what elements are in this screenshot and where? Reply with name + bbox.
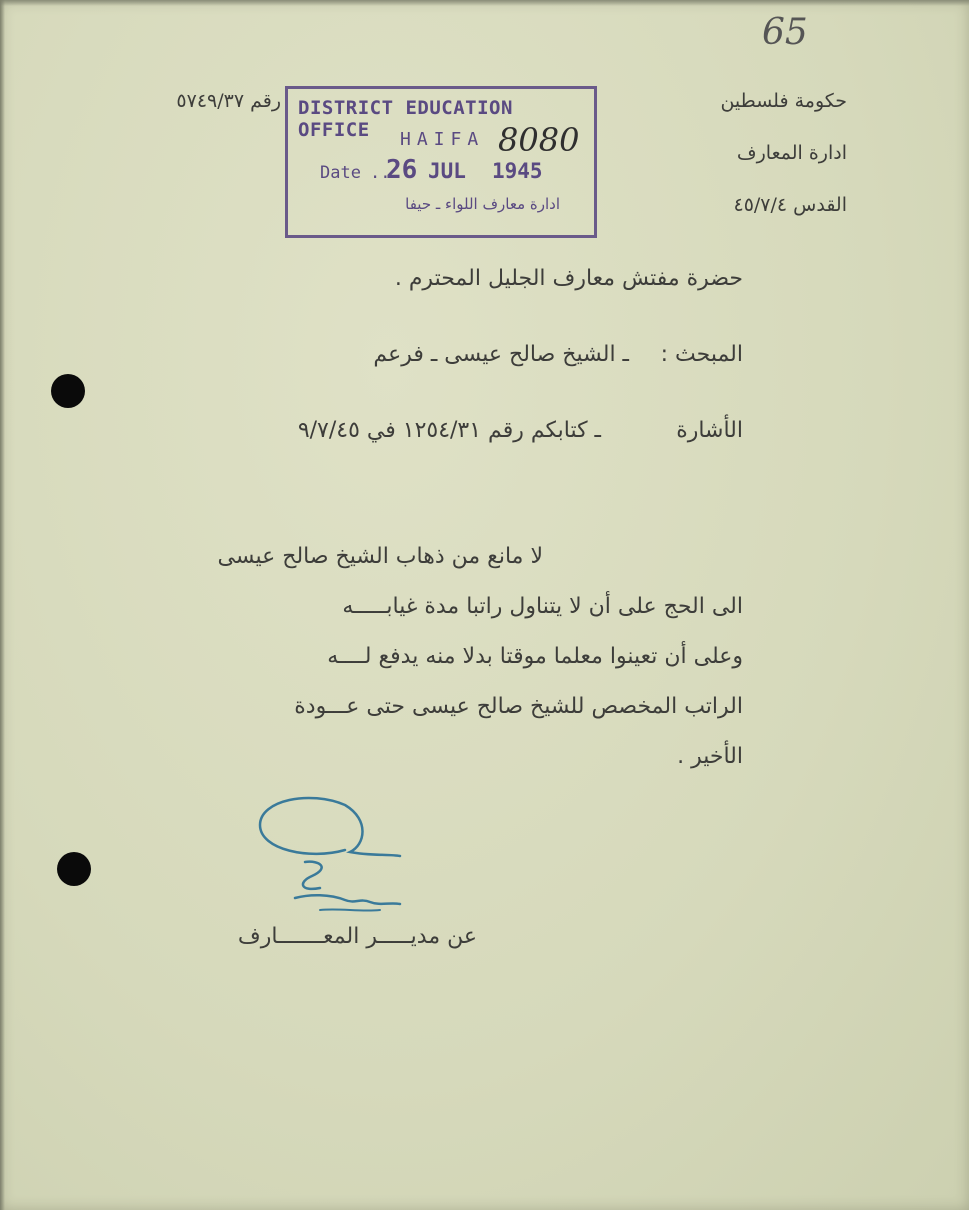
header-place-date: القدس ٤٥/٧/٤ (733, 194, 847, 216)
punch-hole-upper (51, 374, 85, 408)
stamp-date-dots: .. (370, 163, 391, 183)
reference-label: الأشارة (676, 418, 743, 443)
body-line-5: الأخير . (677, 744, 743, 769)
page-number: 65 (762, 12, 808, 53)
signature-drawing (250, 790, 420, 940)
handwritten-signature (250, 790, 420, 940)
header-department: ادارة المعارف (736, 142, 847, 164)
subject-value: ـ الشيخ صالح عيسى ـ فرعم (373, 342, 629, 367)
header-reference: رقم ٥٧٤٩/٣٧ (176, 90, 281, 112)
header-government: حكومة فلسطين (720, 90, 847, 112)
body-line-1: لا مانع من ذهاب الشيخ صالح عيسى (217, 544, 543, 569)
stamp-date-year: 1945 (492, 159, 543, 183)
addressee: حضرة مفتش معارف الجليل المحترم . (394, 266, 743, 291)
body-line-3: وعلى أن تعينوا معلما موقتا بدلا منه يدفع لــــه (327, 644, 743, 669)
received-stamp (285, 86, 597, 238)
stamp-arabic-text: ادارة معارف اللواء ـ حيفا (405, 195, 560, 213)
body-line-2: الى الحج على أن لا يتناول راتبا مدة غيابـــــه (342, 594, 743, 619)
punch-hole-lower (57, 852, 91, 886)
stamp-office-name: DISTRICT EDUCATION OFFICE (298, 97, 513, 141)
signature-line: عن مديـــــر المعـــــــارف (237, 924, 477, 949)
stamp-date-label: Date (320, 163, 361, 183)
stamp-date-month: JUL (428, 159, 466, 183)
body-line-4: الراتب المخصص للشيخ صالح عيسى حتى عـــودة (294, 694, 743, 719)
page-edge-left (0, 0, 5, 1210)
stamp-city: HAIFA (400, 129, 485, 150)
stamp-date-day: 26 (386, 155, 418, 185)
reference-value: ـ كتابكم رقم ١٢٥٤/٣١ في ٩/٧/٤٥ (297, 418, 601, 443)
stamp-handwritten-number: 8080 (498, 121, 580, 159)
page-edge-top (0, 0, 969, 6)
subject-label: المبحث : (660, 342, 743, 367)
